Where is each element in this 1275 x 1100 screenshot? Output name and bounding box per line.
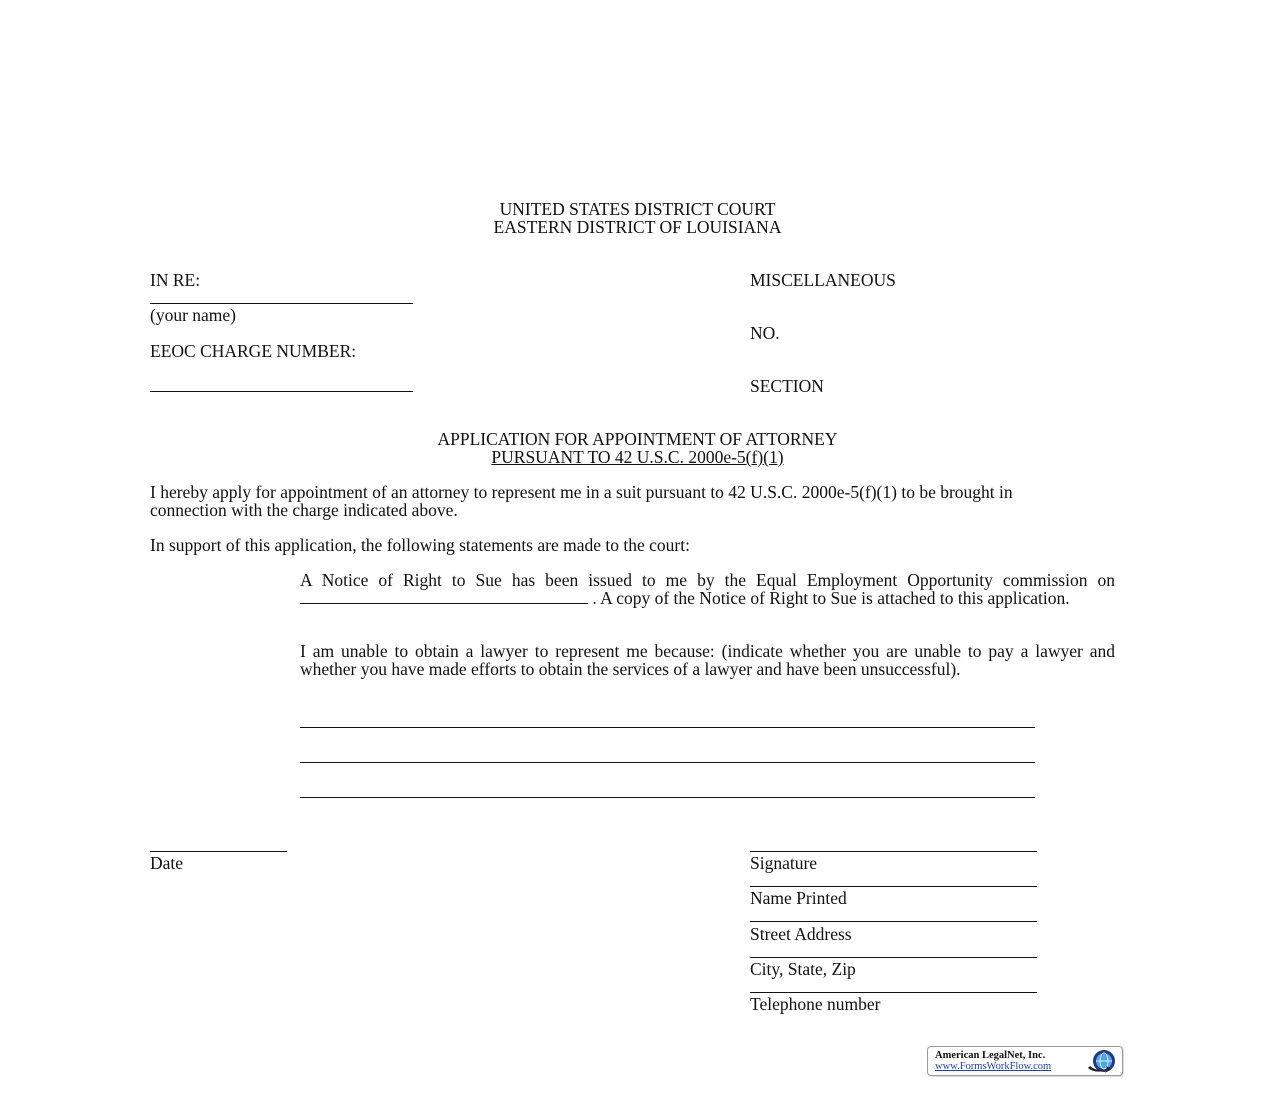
signature-field[interactable]: [750, 851, 1037, 852]
case-number-label: NO.: [750, 323, 780, 343]
your-name-label: (your name): [150, 305, 237, 325]
badge-website-link[interactable]: www.FormsWorkFlow.com: [935, 1061, 1052, 1072]
notice-text-part1: A Notice of Right to Sue has been issued to me by the Equal Employment Opportunity commission on: [300, 570, 1115, 590]
application-title: APPLICATION FOR APPOINTMENT OF ATTORNEY: [437, 429, 838, 449]
street-address-label: Street Address: [750, 924, 852, 944]
miscellaneous-label: MISCELLANEOUS: [750, 270, 896, 290]
city-state-zip-label: City, State, Zip: [750, 959, 856, 979]
court-name: UNITED STATES DISTRICT COURT: [499, 199, 776, 219]
application-subtitle: PURSUANT TO 42 U.S.C. 2000e-5(f)(1): [491, 447, 784, 467]
legalnet-badge[interactable]: [927, 1046, 1123, 1076]
notice-date-field[interactable]: [300, 589, 588, 604]
globe-arrow-icon: [1085, 1048, 1119, 1074]
telephone-field[interactable]: [750, 992, 1037, 993]
reason-line[interactable]: [300, 797, 1035, 798]
support-intro: In support of this application, the following statements are made to the court:: [150, 535, 690, 555]
notice-text-part2: . A copy of the Notice of Right to Sue is attached to this application.: [592, 588, 1070, 608]
badge-company: American LegalNet, Inc.: [935, 1050, 1046, 1061]
section-label: SECTION: [750, 376, 824, 396]
your-name-field[interactable]: [150, 303, 413, 304]
apply-paragraph: I hereby apply for appointment of an attorney to represent me in a suit pursuant to 42 U.S.C. 2000e-5(f)(1) to be brought in connection with the charge indicated above.: [150, 482, 1013, 520]
unable-paragraph: I am unable to obtain a lawyer to represent me because: (indicate whether you are unable to pay a lawyer and whether you have made efforts to obtain the services of a lawyer and have been unsuccessful).: [300, 641, 1115, 679]
city-state-zip-field[interactable]: [750, 957, 1037, 958]
eeoc-charge-label: EEOC CHARGE NUMBER:: [150, 341, 357, 361]
date-label: Date: [150, 853, 184, 873]
notice-paragraph: [300, 571, 1115, 607]
name-printed-label: Name Printed: [750, 888, 847, 908]
court-district: EASTERN DISTRICT OF LOUISIANA: [493, 217, 782, 237]
telephone-label: Telephone number: [750, 994, 881, 1014]
in-re-label: IN RE:: [150, 270, 201, 290]
date-field[interactable]: [150, 851, 287, 852]
eeoc-charge-field[interactable]: [150, 391, 413, 392]
reason-line[interactable]: [300, 727, 1035, 728]
signature-label: Signature: [750, 853, 818, 873]
name-printed-field[interactable]: [750, 886, 1037, 887]
reason-line[interactable]: [300, 762, 1035, 763]
street-address-field[interactable]: [750, 921, 1037, 922]
